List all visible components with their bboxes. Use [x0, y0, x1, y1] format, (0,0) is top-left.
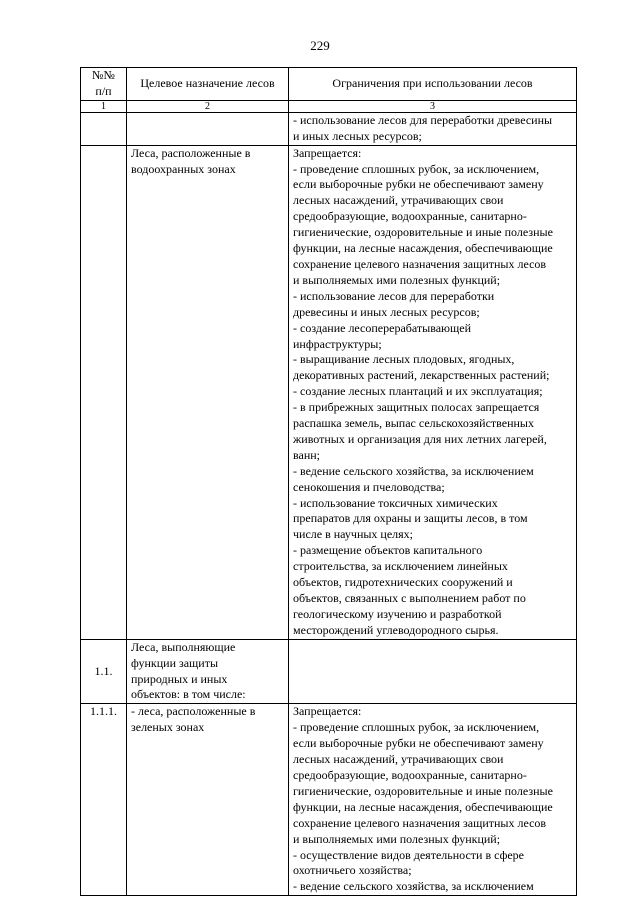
- restriction-line: - использование лесов для переработки: [293, 288, 495, 303]
- column-number: 3: [289, 100, 577, 112]
- restriction-line: животных и организация для них летних лагерей,: [293, 431, 547, 446]
- restriction-line: - использование лесов для переработки древесины: [293, 112, 553, 127]
- restriction-line: сенокошения и пчеловодства;: [293, 479, 445, 494]
- restriction-line: инфраструктуры;: [293, 336, 382, 351]
- header-number-column: [81, 68, 127, 101]
- header-purpose-column: Целевое назначение лесов: [127, 68, 289, 101]
- restriction-line: месторождений углеводородного сырья.: [293, 622, 499, 637]
- table-row: [81, 112, 577, 145]
- restriction-line: - ведение сельского хозяйства, за исключением: [293, 463, 534, 478]
- header-number-line1: №№: [92, 68, 115, 82]
- restriction-line: Запрещается:: [293, 145, 362, 160]
- header-number-line2: п/п: [95, 83, 112, 98]
- purpose-line: Леса, выполняющие: [131, 639, 236, 654]
- restriction-line: Запрещается:: [293, 704, 362, 719]
- restriction-line: геологическому изучению и разработкой: [293, 606, 502, 621]
- restriction-line: объектов, гидротехнических сооружений и: [293, 575, 513, 590]
- purpose-line: Леса, расположенные в: [131, 145, 251, 160]
- restriction-line: гигиенические, оздоровительные и иные полезные: [293, 783, 553, 798]
- restriction-line: декоративных растений, лекарственных растений;: [293, 368, 550, 383]
- column-number: 1: [81, 100, 127, 112]
- restriction-line: - проведение сплошных рубок, за исключением,: [293, 720, 540, 735]
- restriction-line: средообразующие, водоохранные, санитарно-: [293, 209, 527, 224]
- purpose-line: - леса, расположенные в: [131, 704, 256, 719]
- purpose-line: функции защиты: [131, 655, 219, 670]
- restriction-line: - создание лесоперерабатывающей: [293, 320, 472, 335]
- restriction-line: - использование токсичных химических: [293, 495, 498, 510]
- table-row: [81, 704, 577, 896]
- restriction-line: и иных лесных ресурсов;: [293, 128, 422, 143]
- table-row: [81, 639, 577, 704]
- restriction-line: препаратов для охраны и защиты лесов, в том: [293, 511, 528, 526]
- restrictions-cell: [289, 639, 577, 704]
- restriction-line: если выборочные рубки не обеспечивают замену: [293, 736, 544, 751]
- restriction-line: функции, на лесные насаждения, обеспечивающие: [293, 799, 553, 814]
- column-number: 2: [127, 100, 289, 112]
- restriction-line: функции, на лесные насаждения, обеспечивающие: [293, 241, 553, 256]
- restriction-line: средообразующие, водоохранные, санитарно-: [293, 767, 527, 782]
- restriction-line: лесных насаждений, утрачивающих свои: [293, 193, 504, 208]
- row-number-cell: 1.1.1.: [81, 704, 127, 896]
- restriction-line: и выполняемых ими полезных функций;: [293, 272, 501, 287]
- table-row: [81, 145, 577, 639]
- restriction-line: объектов, связанных с выполнением работ по: [293, 591, 526, 605]
- restriction-line: строительства, за исключением линейных: [293, 559, 508, 574]
- row-number-cell: [81, 112, 127, 145]
- purpose-cell: [127, 112, 289, 145]
- restriction-line: сохранение целевого назначения защитных лесов: [293, 256, 547, 271]
- restriction-line: - осуществление видов деятельности в сфере: [293, 847, 525, 862]
- restriction-line: распашка земель, выпас сельскохозяйственных: [293, 416, 534, 431]
- restriction-line: древесины и иных лесных ресурсов;: [293, 304, 480, 319]
- purpose-cell: [127, 639, 289, 704]
- table-header-row: [81, 68, 577, 101]
- restrictions-cell: [289, 704, 577, 896]
- restriction-line: - ведение сельского хозяйства, за исключением: [293, 879, 534, 894]
- purpose-cell: [127, 704, 289, 896]
- restriction-line: - выращивание лесных плодовых, ягодных,: [293, 352, 515, 367]
- restrictions-cell: [289, 112, 577, 145]
- header-restrictions-column: Ограничения при использовании лесов: [289, 68, 577, 101]
- forest-restrictions-table: [80, 67, 577, 896]
- restriction-line: ванн;: [293, 447, 321, 462]
- purpose-line: объектов: в том числе:: [131, 687, 246, 702]
- purpose-line: природных и иных: [131, 671, 228, 686]
- column-number-row: [81, 100, 577, 112]
- restriction-line: - проведение сплошных рубок, за исключением,: [293, 161, 540, 176]
- page-number: 229: [310, 38, 330, 53]
- restriction-line: числе в научных целях;: [293, 527, 414, 542]
- restrictions-cell: [289, 145, 577, 639]
- restriction-line: охотничьего хозяйства;: [293, 863, 412, 878]
- purpose-line: водоохранных зонах: [131, 161, 236, 176]
- restriction-line: - размещение объектов капитального: [293, 543, 483, 558]
- restriction-line: сохранение целевого назначения защитных лесов: [293, 815, 547, 830]
- restriction-line: и выполняемых ими полезных функций;: [293, 831, 501, 846]
- purpose-cell: [127, 145, 289, 639]
- restriction-line: - создание лесных плантаций и их эксплуатация;: [293, 384, 543, 399]
- restriction-line: лесных насаждений, утрачивающих свои: [293, 752, 504, 767]
- restriction-line: если выборочные рубки не обеспечивают замену: [293, 177, 544, 192]
- restriction-line: - в прибрежных защитных полосах запрещается: [293, 400, 540, 415]
- row-number-cell: 1.1.: [81, 639, 127, 704]
- restriction-line: гигиенические, оздоровительные и иные полезные: [293, 225, 553, 240]
- row-number-cell: [81, 145, 127, 639]
- purpose-line: зеленых зонах: [131, 720, 205, 735]
